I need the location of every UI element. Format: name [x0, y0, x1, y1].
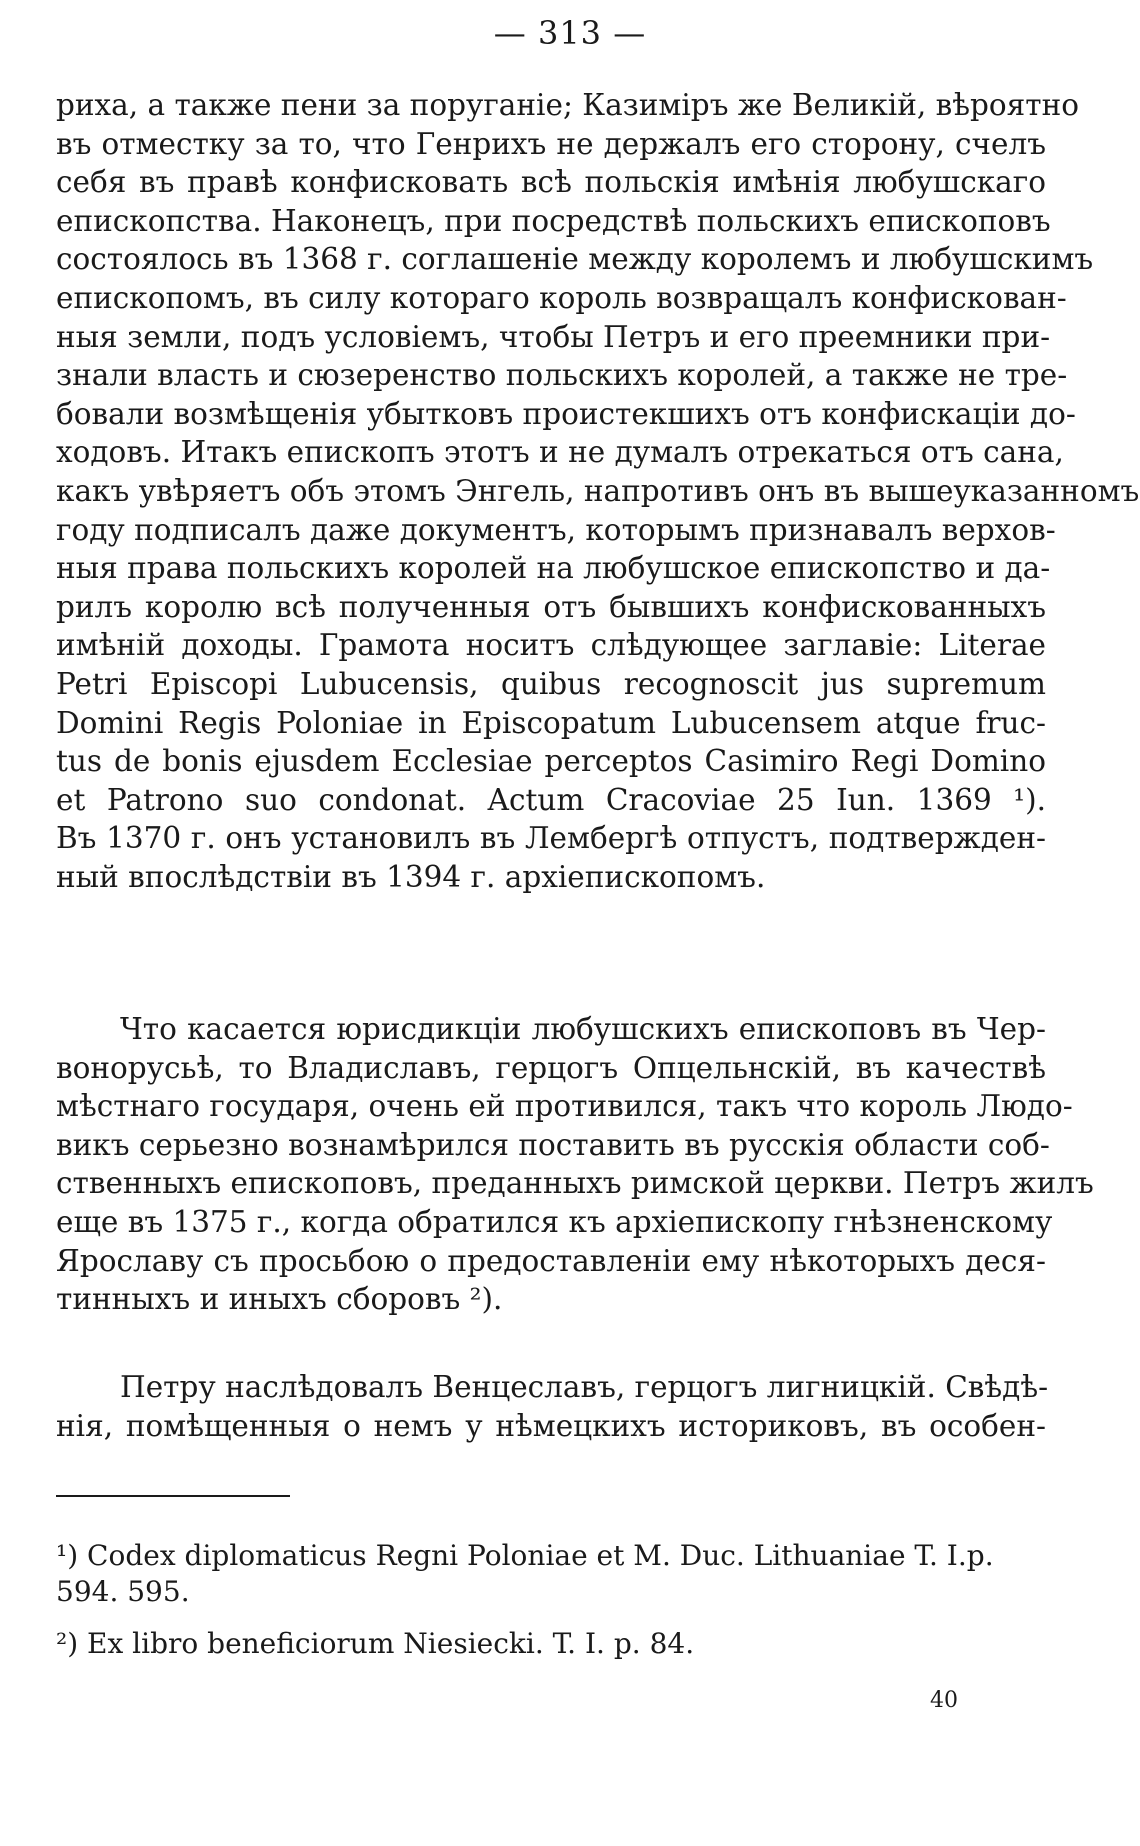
text-line: викъ серьезно вознамѣрился поставить въ русскія области соб- — [56, 1127, 1050, 1162]
text-line: et Patrono suo condonat. Actum Cracoviae 25 Iun. 1369 ¹). — [56, 782, 1046, 817]
text-line: епископства. Наконецъ, при посредствѣ польскихъ епископовъ — [56, 203, 1051, 238]
text-line: нія, помѣщенныя о немъ у нѣмецкихъ историковъ, въ особен- — [56, 1408, 1046, 1443]
text-line: епископомъ, въ силу котораго король возвращалъ конфискован- — [56, 280, 1067, 315]
text-line: знали власть и сюзеренство польскихъ королей, а также не тре- — [56, 358, 1068, 393]
text-line: ²) Ex libro beneficiorum Niesiecki. T. I. p. 84. — [56, 1627, 695, 1660]
paragraph-1 — [56, 86, 1140, 896]
text-line: состоялось въ 1368 г. соглашеніе между королемъ и любушскимъ — [56, 242, 1094, 277]
paragraph-2 — [56, 1010, 1094, 1319]
text-line: Въ 1370 г. онъ установилъ въ Лембергѣ отпустъ, подтвержден- — [56, 821, 1046, 856]
footnote-1 — [56, 1538, 1046, 1610]
printer-signature-mark: 40 — [930, 1688, 958, 1713]
text-line: еще въ 1375 г., когда обратился къ архіепископу гнѣзненскому — [56, 1204, 1053, 1239]
text-line: имѣній доходы. Грамота носитъ слѣдующее заглавіе: Literae — [56, 628, 1046, 663]
text-line: ¹) Codex diplomaticus Regni Poloniae et M. Duc. Lithuaniae T. I. — [56, 1539, 967, 1572]
text-line: рилъ королю всѣ полученныя отъ бывшихъ конфискованныхъ — [56, 589, 1046, 624]
text-line: ходовъ. Итакъ епископъ этотъ и не думалъ отрекаться отъ сана, — [56, 435, 1064, 470]
text-line: Ярославу съ просьбою о предоставленіи ему нѣкоторыхъ деся- — [56, 1243, 1046, 1278]
text-line: бовали возмѣщенія убытковъ проистекшихъ отъ конфискаціи до- — [56, 396, 1076, 431]
text-line: ныя земли, подъ условіемъ, чтобы Петръ и его преемники при- — [56, 319, 1051, 354]
footnote-2 — [56, 1626, 1046, 1662]
text-line: вонорусьѣ, то Владиславъ, герцогъ Опцельнскій, въ качествѣ — [56, 1050, 1046, 1085]
text-line: тинныхъ и иныхъ сборовъ ²). — [56, 1282, 503, 1317]
text-line: Петру наслѣдовалъ Венцеславъ, герцогъ лигницкій. Свѣдѣ- — [120, 1370, 1049, 1404]
text-line: въ отместку за то, что Генрихъ не держалъ его сторону, счелъ — [56, 126, 1046, 161]
text-line: году подписалъ даже документъ, которымъ признавалъ верхов- — [56, 512, 1056, 547]
text-line: риха, а также пени за поруганіе; Казиміръ же Великій, вѣроятно — [56, 88, 1080, 122]
text-line: tus de bonis ejusdem Ecclesiae perceptos Casimiro Regi Domino — [56, 744, 1046, 779]
text-line: ственныхъ епископовъ, преданныхъ римской церкви. Петръ жилъ — [56, 1166, 1094, 1201]
text-line: Petri Episcopi Lubucensis, quibus recognoscit jus supremum — [56, 666, 1046, 701]
text-line: ный впослѣдствіи въ 1394 г. архіепископомъ. — [56, 859, 766, 894]
page-number: — 313 — — [493, 14, 647, 52]
text-line: Domini Regis Poloniae in Episcopatum Lubucensem atque fruc- — [56, 705, 1046, 740]
footnote-divider — [56, 1495, 290, 1497]
paragraph-3 — [56, 1368, 1049, 1445]
text-line: какъ увѣряетъ объ этомъ Энгель, напротивъ онъ въ вышеуказанномъ — [56, 473, 1140, 508]
text-line: ныя права польскихъ королей на любушское епископство и да- — [56, 551, 1051, 586]
text-line: мѣстнаго государя, очень ей противился, такъ что король Людо- — [56, 1089, 1073, 1124]
text-line: себя въ правѣ конфисковать всѣ польскія имѣнія любушскаго — [56, 165, 1046, 200]
text-line: Что касается юрисдикціи любушскихъ епископовъ въ Чер- — [120, 1012, 1046, 1046]
text-line: p. 594. 595. — [56, 1539, 994, 1608]
